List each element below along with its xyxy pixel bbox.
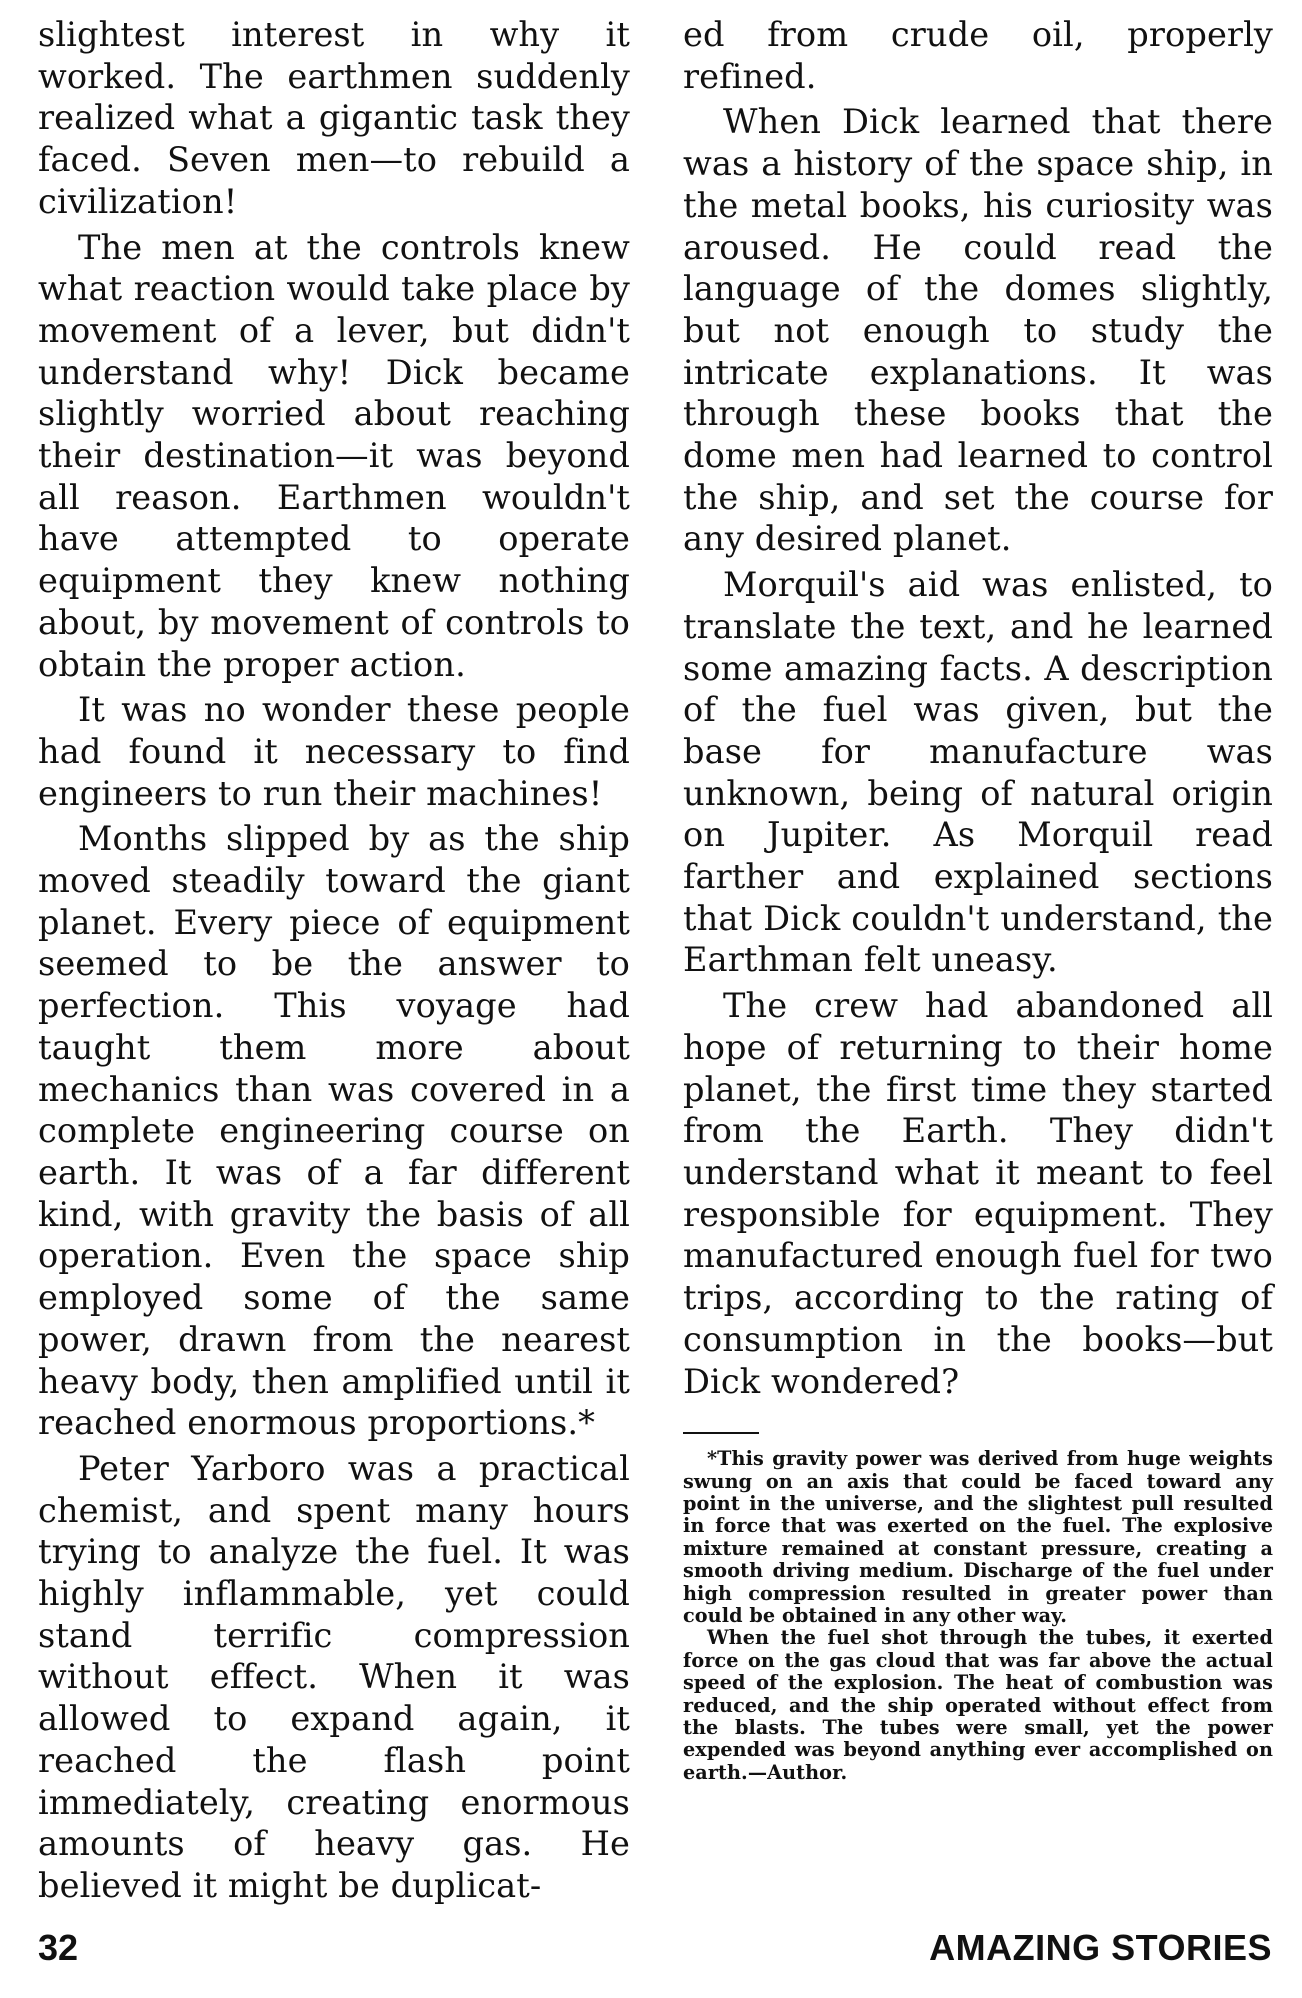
left-column — [38, 14, 630, 1911]
paragraph: Morquil's aid was enlisted, to translate the text, and he learned some amazing facts. A description of the fuel was given, but the base for manufacture was unknown, being of natural origin on Jupiter. As Morquil read farther and explained sections that Dick couldn't understand, the Earthman felt uneasy. — [683, 565, 1273, 980]
paragraph: slightest interest in why it worked. The earthmen suddenly realized what a gigantic task they faced. Seven men—to rebuild a civilization! — [38, 15, 630, 221]
footnote — [683, 1448, 1273, 1784]
footnote-divider — [683, 1432, 759, 1434]
magazine-title: AMAZING STORIES — [929, 1927, 1272, 1968]
paragraph: Peter Yarboro was a practical chemist, and spent many hours trying to analyze the fuel. It was highly inflammable, yet could stand terrific compression without effect. When it was allowed to expand again, it reached the flash point immediately, creating enormous amounts of heavy gas. He believed it might be duplicat- — [38, 1448, 630, 1905]
right-column — [683, 14, 1273, 1784]
footnote-paragraph: When the fuel shot through the tubes, it exerted force on the gas cloud that was far above the actual speed of the explosion. The heat of combustion was reduced, and the ship operated without effect from the blasts. The tubes were small, yet the power expended was beyond anything ever accomplished on earth.—Author. — [683, 1626, 1273, 1784]
paragraph: The crew had abandoned all hope of returning to their home planet, the first time they started from the Earth. They didn't understand what it meant to feel responsible for equipment. They manufactured enough fuel for two trips, according to the rating of consumption in the books—but Dick wondered? — [683, 986, 1273, 1401]
page-number: 32 — [38, 1927, 79, 1968]
footnote-paragraph: *This gravity power was derived from huge weights swung on an axis that could be faced toward any point in the universe, and the slightest pull resulted in force that was exerted on the fuel. The explosive mixture remained at constant pressure, creating a smooth driving medium. Discharge of the fuel under high compression resulted in greater power than could be obtained in any other way. — [683, 1447, 1273, 1628]
paragraph: When Dick learned that there was a history of the space ship, in the metal books, his curiosity was aroused. He could read the language of the domes slightly, but not enough to study the intricate explanations. It was through these books that the dome men had learned to control the ship, and set the course for any desired planet. — [683, 102, 1273, 559]
paragraph: Months slipped by as the ship moved steadily toward the giant planet. Every piece of equipment seemed to be the answer to perfection. This voyage had taught them more about mechanics than was covered in a complete engineering course on earth. It was of a far different kind, with gravity the basis of all operation. Even the space ship employed some of the same power, drawn from the nearest heavy body, then amplified until it reached enormous proportions.* — [38, 819, 630, 1443]
paragraph: ed from crude oil, properly refined. — [683, 15, 1273, 96]
paragraph: It was no wonder these people had found it necessary to find engineers to run their machines! — [38, 690, 630, 813]
paragraph: The men at the controls knew what reaction would take place by movement of a lever, but didn't understand why! Dick became slightly worried about reaching their destination—it was beyond all reason. Earthmen wouldn't have attempted to operate equipment they knew nothing about, by movement of controls to obtain the proper action. — [38, 227, 630, 684]
